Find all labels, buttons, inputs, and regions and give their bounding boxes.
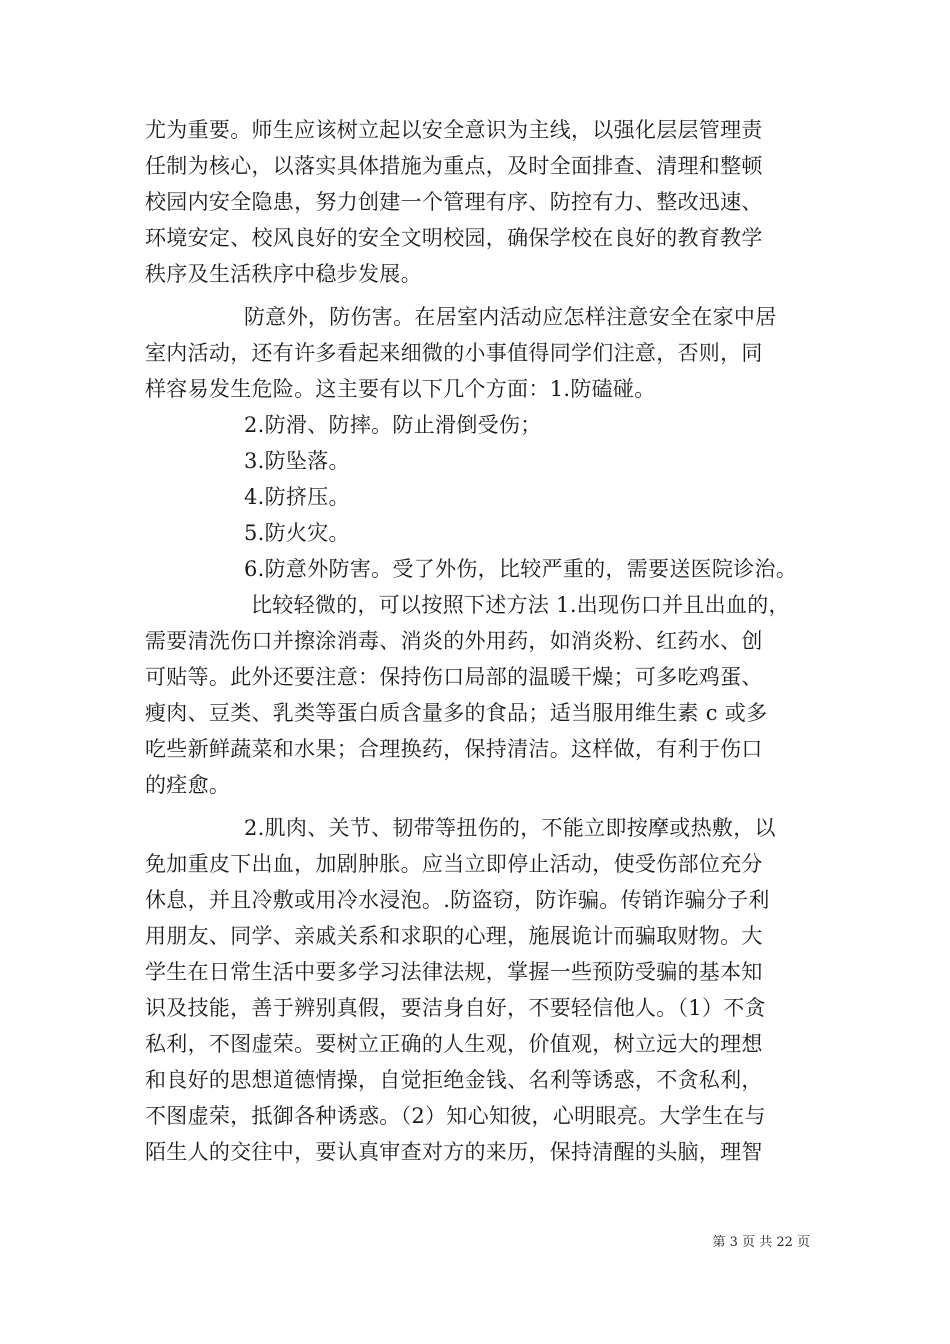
list-item: 5.防火灾。 [244, 521, 350, 545]
text-line: 陌生人的交往中，要认真审查对方的来历，保持清醒的头脑，理智 [145, 1140, 763, 1164]
text-line: 私利，不图虚荣。要树立正确的人生观，价值观，树立远大的理想 [145, 1032, 763, 1056]
paragraph-first-line: 比较轻微的，可以按照下述方法 1.出现伤口并且出血的， [251, 593, 790, 617]
text-line: 环境安定、校风良好的安全文明校园，确保学校在良好的教育教学 [145, 226, 763, 250]
paragraph-first-line: 防意外，防伤害。在居室内活动应怎样注意安全在家中居 [244, 305, 777, 329]
text-line: 任制为核心，以落实具体措施为重点，及时全面排查、清理和整顿 [145, 154, 763, 178]
text-line: 休息，并且冷敷或用冷水浸泡。.防盗窃，防诈骗。传销诈骗分子利 [145, 888, 770, 912]
list-item: 2.防滑、防摔。防止滑倒受伤； [244, 413, 542, 437]
page-number-footer: 第 3 页 共 22 页 [712, 1235, 810, 1250]
text-line: 瘦肉、豆类、乳类等蛋白质含量多的食品；适当服用维生素 c 或多 [145, 701, 768, 725]
text-line: 校园内安全隐患，努力创建一个管理有序、防控有力、整改迅速、 [145, 190, 763, 214]
list-item: 4.防挤压。 [244, 485, 350, 509]
text-line: 需要清洗伤口并擦涂消毒、消炎的外用药，如消炎粉、红药水、创 [145, 629, 763, 653]
paragraph-first-line: 2.肌肉、关节、韧带等扭伤的，不能立即按摩或热敷，以 [244, 816, 776, 840]
text-line: 样容易发生危险。这主要有以下几个方面：1.防磕碰。 [145, 377, 656, 401]
text-line: 免加重皮下出血，加剧肿胀。应当立即停止活动，使受伤部位充分 [145, 852, 763, 876]
text-line: 吃些新鲜蔬菜和水果；合理换药，保持清洁。这样做，有利于伤口 [145, 737, 763, 761]
text-line: 和良好的思想道德情操，自觉拒绝金钱、名利等诱惑，不贪私利， [145, 1068, 763, 1092]
text-line: 秩序及生活秩序中稳步发展。 [145, 262, 422, 286]
list-item: 3.防坠落。 [244, 449, 350, 473]
text-line: 用朋友、同学、亲戚关系和求职的心理，施展诡计而骗取财物。大 [145, 924, 763, 948]
text-line: 不图虚荣，抵御各种诱惑。（2）知心知彼，心明眼亮。大学生在与 [145, 1104, 766, 1128]
text-line: 的痊愈。 [145, 773, 231, 797]
text-line: 学生在日常生活中要多学习法律法规，掌握一些预防受骗的基本知 [145, 960, 763, 984]
text-line: 室内活动，还有许多看起来细微的小事值得同学们注意，否则，同 [145, 341, 763, 365]
text-line: 可贴等。此外还要注意：保持伤口局部的温暖干燥；可多吃鸡蛋、 [145, 665, 763, 689]
list-item: 6.防意外防害。受了外伤，比较严重的，需要送医院诊治。 [244, 557, 798, 581]
document-body [145, 112, 810, 1170]
text-line: 尤为重要。师生应该树立起以安全意识为主线，以强化层层管理责 [145, 118, 763, 142]
text-line: 识及技能，善于辨别真假，要洁身自好，不要轻信他人。（1）不贪 [145, 996, 766, 1020]
